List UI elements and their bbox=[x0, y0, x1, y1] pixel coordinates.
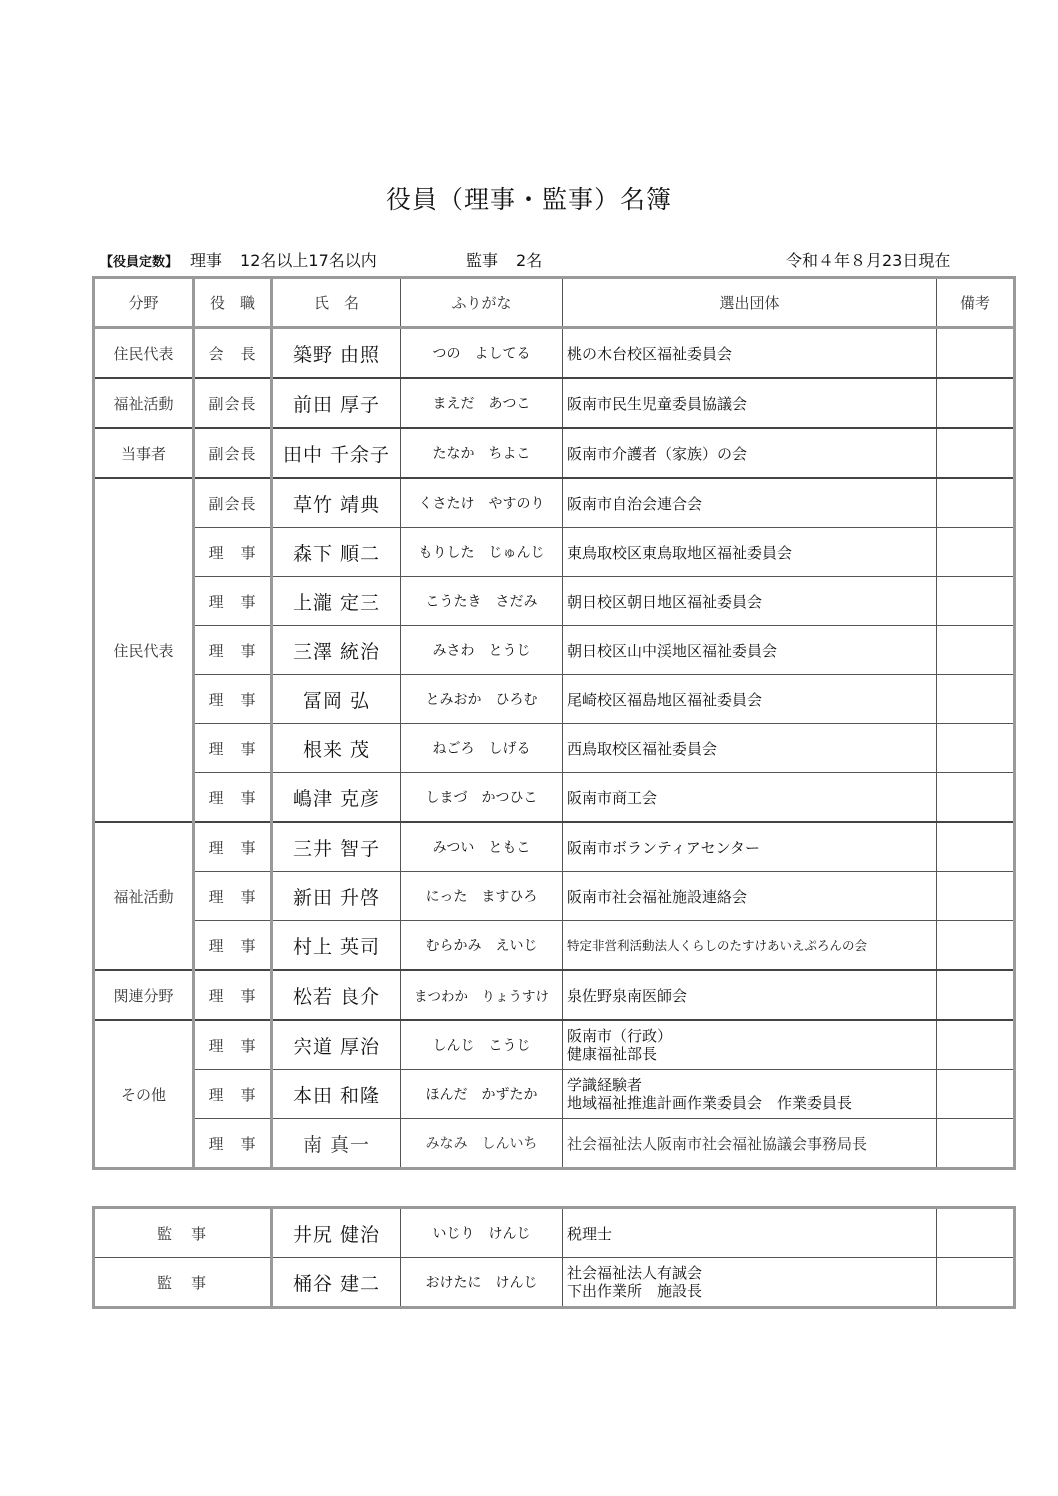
name-cell: 三澤 統治 bbox=[272, 626, 401, 675]
org-cell: 西鳥取校区福祉委員会 bbox=[563, 724, 937, 773]
note-cell bbox=[937, 428, 1015, 478]
table-row bbox=[94, 724, 1015, 773]
note-cell bbox=[937, 1258, 1015, 1308]
org-line-2: 健康福祉部長 bbox=[567, 1045, 658, 1063]
kana-cell: しまづ かつひこ bbox=[401, 773, 563, 823]
org-cell: 社会福祉法人阪南市社会福祉協議会事務局長 bbox=[563, 1119, 937, 1169]
name-cell: 上瀧 定三 bbox=[272, 577, 401, 626]
org-cell: 阪南市ボランティアセンター bbox=[563, 822, 937, 872]
table-row bbox=[94, 773, 1015, 823]
header-kana: ふりがな bbox=[401, 278, 563, 328]
kana-cell: みなみ しんいち bbox=[401, 1119, 563, 1169]
auditor-kana-cell: いじり けんじ bbox=[401, 1208, 563, 1258]
table-row bbox=[94, 921, 1015, 971]
directors-table bbox=[92, 276, 1016, 1170]
kana-cell: たなか ちよこ bbox=[401, 428, 563, 478]
role-cell: 理 事 bbox=[194, 724, 272, 773]
table-header-row bbox=[94, 278, 1015, 328]
auditor-kana-cell: おけたに けんじ bbox=[401, 1258, 563, 1308]
category-cell: 当事者 bbox=[94, 428, 194, 478]
role-cell: 理 事 bbox=[194, 675, 272, 724]
auditor-role-cell: 監 事 bbox=[94, 1258, 272, 1308]
name-cell: 新田 升啓 bbox=[272, 872, 401, 921]
note-cell bbox=[937, 1020, 1015, 1070]
role-cell: 会 長 bbox=[194, 328, 272, 379]
kana-cell: もりした じゅんじ bbox=[401, 528, 563, 577]
org-line-1: 学識経験者 bbox=[567, 1076, 643, 1094]
name-cell: 根来 茂 bbox=[272, 724, 401, 773]
quota-label: 【役員定数】 bbox=[100, 255, 179, 270]
quota-info bbox=[100, 248, 377, 271]
kana-cell: まえだ あつこ bbox=[401, 378, 563, 428]
note-cell bbox=[937, 626, 1015, 675]
table-row bbox=[94, 626, 1015, 675]
kana-cell: しんじ こうじ bbox=[401, 1020, 563, 1070]
category-cell: 福祉活動 bbox=[94, 822, 194, 970]
org-cell: 朝日校区朝日地区福祉委員会 bbox=[563, 577, 937, 626]
note-cell bbox=[937, 724, 1015, 773]
kana-cell: みさわ とうじ bbox=[401, 626, 563, 675]
role-cell: 理 事 bbox=[194, 872, 272, 921]
kana-cell: つの よしてる bbox=[401, 328, 563, 379]
table-row bbox=[94, 328, 1015, 379]
header-category: 分野 bbox=[94, 278, 194, 328]
quota-auditors bbox=[466, 248, 542, 271]
name-cell: 冨岡 弘 bbox=[272, 675, 401, 724]
quota-directors-label: 理事 bbox=[190, 251, 223, 270]
org-cell: 尾崎校区福島地区福祉委員会 bbox=[563, 675, 937, 724]
org-cell: 朝日校区山中渓地区福祉委員会 bbox=[563, 626, 937, 675]
note-cell bbox=[937, 1208, 1015, 1258]
kana-cell: ねごろ しげる bbox=[401, 724, 563, 773]
table-row bbox=[94, 478, 1015, 528]
org-cell: 桃の木台校区福祉委員会 bbox=[563, 328, 937, 379]
org-cell bbox=[563, 1070, 937, 1119]
category-cell: 福祉活動 bbox=[94, 378, 194, 428]
table-row bbox=[94, 378, 1015, 428]
name-cell: 嶋津 克彦 bbox=[272, 773, 401, 823]
quota-auditors-value: 2名 bbox=[516, 251, 543, 270]
header-name: 氏 名 bbox=[272, 278, 401, 328]
role-cell: 副会長 bbox=[194, 428, 272, 478]
role-cell: 理 事 bbox=[194, 1020, 272, 1070]
table-row bbox=[94, 577, 1015, 626]
quota-directors-value: 12名以上17名以内 bbox=[240, 251, 377, 270]
page-title: 役員（理事・監事）名簿 bbox=[385, 185, 672, 214]
table-row bbox=[94, 428, 1015, 478]
note-cell bbox=[937, 822, 1015, 872]
org-line-1: 社会福祉法人有誠会 bbox=[567, 1264, 703, 1282]
name-cell: 田中 千余子 bbox=[272, 428, 401, 478]
role-cell: 副会長 bbox=[194, 478, 272, 528]
category-cell: 住民代表 bbox=[94, 478, 194, 822]
org-line-1: 阪南市（行政） bbox=[567, 1027, 673, 1045]
org-line-2: 地域福祉推進計画作業委員会 作業委員長 bbox=[567, 1094, 853, 1112]
name-cell: 宍道 厚治 bbox=[272, 1020, 401, 1070]
role-cell: 副会長 bbox=[194, 378, 272, 428]
note-cell bbox=[937, 378, 1015, 428]
name-cell: 前田 厚子 bbox=[272, 378, 401, 428]
name-cell: 森下 順二 bbox=[272, 528, 401, 577]
name-cell: 築野 由照 bbox=[272, 328, 401, 379]
org-cell: 阪南市介護者（家族）の会 bbox=[563, 428, 937, 478]
note-cell bbox=[937, 1119, 1015, 1169]
kana-cell: ほんだ かずたか bbox=[401, 1070, 563, 1119]
note-cell bbox=[937, 577, 1015, 626]
kana-cell: にった ますひろ bbox=[401, 872, 563, 921]
note-cell bbox=[937, 921, 1015, 971]
name-cell: 南 真一 bbox=[272, 1119, 401, 1169]
name-cell: 草竹 靖典 bbox=[272, 478, 401, 528]
org-cell: 特定非営利活動法人くらしのたすけあいえぷろんの会 bbox=[563, 921, 937, 971]
auditor-org-cell bbox=[563, 1258, 937, 1308]
auditor-name-cell: 井尻 健治 bbox=[272, 1208, 401, 1258]
table-row bbox=[94, 1070, 1015, 1119]
auditor-name-cell: 桶谷 建二 bbox=[272, 1258, 401, 1308]
table-row bbox=[94, 1119, 1015, 1169]
role-cell: 理 事 bbox=[194, 528, 272, 577]
note-cell bbox=[937, 970, 1015, 1020]
kana-cell: まつわか りょうすけ bbox=[401, 970, 563, 1020]
org-cell bbox=[563, 1020, 937, 1070]
org-line-2: 下出作業所 施設長 bbox=[567, 1282, 703, 1300]
name-cell: 村上 英司 bbox=[272, 921, 401, 971]
org-cell: 阪南市民生児童委員協議会 bbox=[563, 378, 937, 428]
table-row bbox=[94, 1258, 1015, 1308]
table-row bbox=[94, 872, 1015, 921]
role-cell: 理 事 bbox=[194, 970, 272, 1020]
role-cell: 理 事 bbox=[194, 921, 272, 971]
role-cell: 理 事 bbox=[194, 1070, 272, 1119]
name-cell: 三井 智子 bbox=[272, 822, 401, 872]
org-cell: 阪南市社会福祉施設連絡会 bbox=[563, 872, 937, 921]
role-cell: 理 事 bbox=[194, 626, 272, 675]
role-cell: 理 事 bbox=[194, 577, 272, 626]
category-cell: 関連分野 bbox=[94, 970, 194, 1020]
name-cell: 松若 良介 bbox=[272, 970, 401, 1020]
category-cell: 住民代表 bbox=[94, 328, 194, 379]
note-cell bbox=[937, 478, 1015, 528]
header-org: 選出団体 bbox=[563, 278, 937, 328]
table-row bbox=[94, 1020, 1015, 1070]
note-cell bbox=[937, 328, 1015, 379]
category-cell: その他 bbox=[94, 1020, 194, 1169]
name-cell: 本田 和隆 bbox=[272, 1070, 401, 1119]
org-cell: 東鳥取校区東鳥取地区福祉委員会 bbox=[563, 528, 937, 577]
kana-cell: くさたけ やすのり bbox=[401, 478, 563, 528]
role-cell: 理 事 bbox=[194, 1119, 272, 1169]
org-cell: 阪南市自治会連合会 bbox=[563, 478, 937, 528]
note-cell bbox=[937, 773, 1015, 823]
note-cell bbox=[937, 528, 1015, 577]
auditors-table bbox=[92, 1206, 1016, 1309]
kana-cell: こうたき さだみ bbox=[401, 577, 563, 626]
as-of-date: 令和４年８月23日現在 bbox=[786, 251, 951, 270]
table-row bbox=[94, 970, 1015, 1020]
role-cell: 理 事 bbox=[194, 773, 272, 823]
table-row bbox=[94, 822, 1015, 872]
org-cell: 阪南市商工会 bbox=[563, 773, 937, 823]
kana-cell: むらかみ えいじ bbox=[401, 921, 563, 971]
auditor-role-cell: 監 事 bbox=[94, 1208, 272, 1258]
kana-cell: とみおか ひろむ bbox=[401, 675, 563, 724]
header-role: 役 職 bbox=[194, 278, 272, 328]
note-cell bbox=[937, 675, 1015, 724]
quota-auditors-label: 監事 bbox=[466, 251, 499, 270]
table-row bbox=[94, 528, 1015, 577]
table-row bbox=[94, 675, 1015, 724]
role-cell: 理 事 bbox=[194, 822, 272, 872]
auditor-org-cell: 税理士 bbox=[563, 1208, 937, 1258]
note-cell bbox=[937, 1070, 1015, 1119]
table-row bbox=[94, 1208, 1015, 1258]
kana-cell: みつい ともこ bbox=[401, 822, 563, 872]
org-cell: 泉佐野泉南医師会 bbox=[563, 970, 937, 1020]
note-cell bbox=[937, 872, 1015, 921]
header-note: 備考 bbox=[937, 278, 1015, 328]
